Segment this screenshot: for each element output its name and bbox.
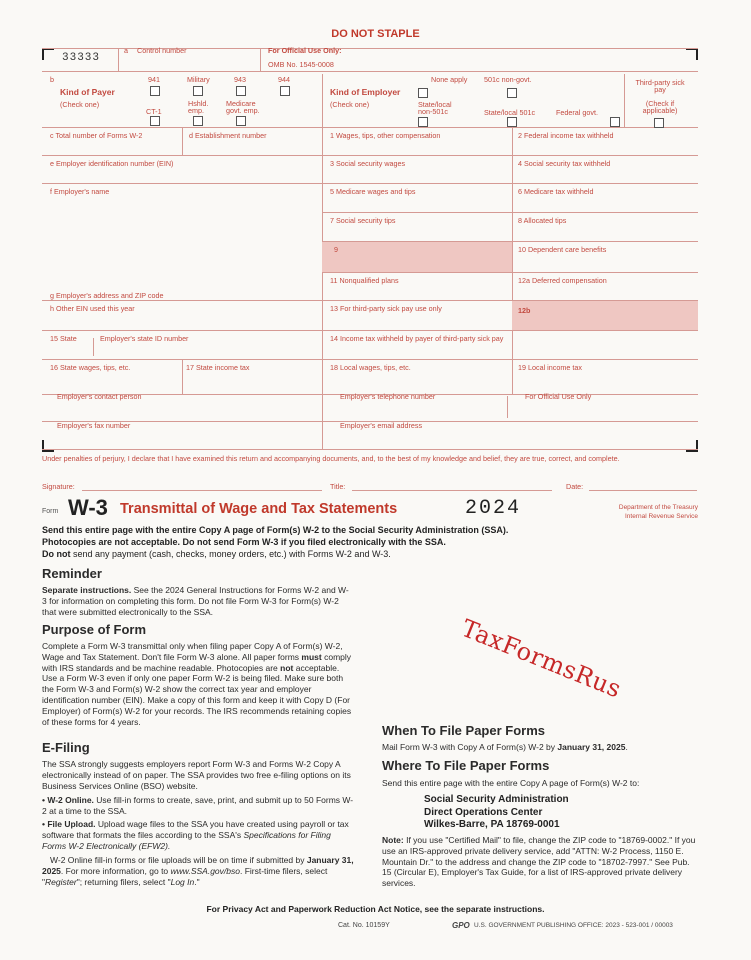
box-12a-label: 12a Deferred compensation: [518, 276, 607, 285]
title-label: Title:: [330, 482, 346, 491]
payer-943-label: 943: [234, 75, 246, 84]
box-12b-label: 12b: [518, 306, 531, 315]
send-line-3: Do not send any payment (cash, checks, money orders, etc.) with Forms W-2 and W-3.: [42, 549, 391, 559]
ssa-address-line-2: Direct Operations Center: [424, 806, 543, 818]
send-line-2: Photocopies are not acceptable. Do not send Form W-3 if you filed electronically with the SSA.: [42, 537, 446, 547]
box-3-label: 3 Social security wages: [330, 159, 406, 168]
box-f-label: f Employer's name: [50, 187, 110, 196]
payer-ct1-checkbox[interactable]: [150, 116, 160, 126]
payer-hshld-checkbox[interactable]: [193, 116, 203, 126]
when-text: Mail Form W-3 with Copy A of Form(s) W-2 by January 31, 2025.: [382, 742, 628, 752]
emp-state-501c-label: State/local 501c: [484, 108, 536, 117]
form-word: Form: [42, 508, 59, 515]
emp-none-checkbox[interactable]: [418, 88, 428, 98]
efiling-file-upload: • File Upload. Upload wage files to the SSA you have created using payroll or tax software that formats the files according to the SSA's Specifications for Filing Forms W-2 Electronically (EFW2).: [42, 819, 349, 851]
perjury-statement: Under penalties of perjury, I declare that I have examined this return and accompanying documents, and, to the best of my knowledge and belief, they are true, correct, and complete.: [42, 454, 620, 463]
dept-treasury: Department of the Treasury: [618, 504, 698, 511]
corner-mark: [42, 440, 54, 452]
box-19-label: 19 Local income tax: [518, 363, 582, 372]
emp-501c-nongovt-checkbox[interactable]: [507, 88, 517, 98]
payer-943-checkbox[interactable]: [236, 86, 246, 96]
corner-mark: [686, 48, 698, 60]
control-number-label: Control number: [137, 46, 187, 55]
email-label: Employer's email address: [340, 421, 423, 430]
box-g-label: g Employer's address and ZIP code: [50, 291, 164, 300]
reminder-heading: Reminder: [42, 566, 102, 581]
purpose-text: Complete a Form W-3 transmittal only when filing paper Copy A of Form(s) W-2, Wage and Tax Statement. Don't file Form W-3 alone. All paper forms must comply with IRS standards and be machine readable. Photocopies are not acceptable. Use a Form W-3 even if only one paper Form W-2 is being filed. Make sure both the Form W-3 and Form(s) W-2 show the correct tax year and employer identification number (EIN). Make a copy of this form and keep it with Copy D (For Employer) of Form(s) W-2 for your records. The IRS recommends retaining copies of these forms for 4 years.: [42, 641, 352, 727]
box-4-label: 4 Social security tax withheld: [518, 159, 611, 168]
kind-of-employer-sub: (Check one): [330, 100, 370, 109]
box-c-label: c Total number of Forms W-2: [50, 131, 143, 140]
payer-military-label: Military: [187, 75, 210, 84]
box-9-label: 9: [334, 245, 338, 254]
official-use-label: For Official Use Only:: [268, 46, 342, 55]
box-10-label: 10 Dependent care benefits: [518, 245, 607, 254]
control-number-value: 33333: [62, 52, 101, 64]
third-party-sick-sub: (Check if applicable): [642, 99, 678, 115]
corner-mark: [686, 440, 698, 452]
emp-state-non501c-label: State/local non-501c: [418, 100, 452, 116]
emp-none-label: None apply: [431, 75, 468, 84]
emp-federal-checkbox[interactable]: [610, 117, 620, 127]
emp-state-non501c-checkbox[interactable]: [418, 117, 428, 127]
gpo-text: U.S. GOVERNMENT PUBLISHING OFFICE: 2023 - 523-001 / 00003: [474, 922, 673, 929]
box-h-label: h Other EIN used this year: [50, 304, 135, 313]
efiling-w2-online: • W-2 Online. Use fill-in forms to create, save, print, and submit up to 50 Forms W-2 at a time to the SSA.: [42, 795, 354, 816]
when-heading: When To File Paper Forms: [382, 723, 546, 738]
box-11-label: 11 Nonqualified plans: [330, 276, 399, 285]
third-party-sick-label: Third-party sick pay: [635, 78, 685, 94]
dept-irs: Internal Revenue Service: [625, 513, 698, 520]
ssa-address-line-3: Wilkes-Barre, PA 18769-0001: [424, 819, 560, 830]
efiling-intro: The SSA strongly suggests employers report Form W-3 and Forms W-2 Copy A electronically instead of on paper. The SSA provides two free e-filing options on its Business Services Online (BSO) website.: [42, 759, 351, 791]
kind-of-employer-title: Kind of Employer: [330, 87, 401, 97]
contact-person-label: Employer's contact person: [57, 392, 142, 401]
control-a-letter: a: [124, 46, 128, 55]
send-line-1: Send this entire page with the entire Copy A page of Form(s) W-2 to the Social Security Administration (SSA).: [42, 525, 509, 535]
ssa-address: [424, 794, 569, 832]
taxformsrus-watermark: TaxFormsRus: [457, 614, 626, 704]
omb-number: OMB No. 1545-0008: [268, 60, 334, 69]
payer-medicare-label: Medicare govt. emp.: [226, 99, 260, 115]
privacy-notice: For Privacy Act and Paperwork Reduction Act Notice, see the separate instructions.: [206, 904, 545, 914]
gpo-logo: GPO: [452, 921, 470, 930]
payer-944-label: 944: [278, 75, 290, 84]
corner-mark: [42, 48, 54, 60]
box-15-state-id-label: Employer's state ID number: [100, 334, 189, 343]
box-8-label: 8 Allocated tips: [518, 216, 567, 225]
form-title: Transmittal of Wage and Tax Statements: [120, 501, 398, 517]
official-use-box-label: For Official Use Only: [525, 392, 592, 401]
third-party-sick-checkbox[interactable]: [654, 118, 664, 128]
payer-military-checkbox[interactable]: [193, 86, 203, 96]
kind-of-payer-title: Kind of Payer: [60, 87, 115, 97]
payer-hshld-label: Hshld. emp.: [188, 99, 209, 115]
box-18-label: 18 Local wages, tips, etc.: [330, 363, 411, 372]
where-heading: Where To File Paper Forms: [382, 758, 550, 773]
form-year: 2024: [465, 497, 522, 520]
shaded-box-9: [322, 242, 512, 272]
do-not-staple: DO NOT STAPLE: [331, 28, 420, 40]
box-16-label: 16 State wages, tips, etc.: [50, 363, 131, 372]
efiling-deadline: W-2 Online fill-in forms or file uploads will be on time if submitted by January 31, 2025. For more information, go to www.SSA.gov/bso. First-time filers, select "Register"; returning filers, select "Log In.": [42, 855, 354, 887]
payer-letter: b: [50, 75, 54, 84]
box-7-label: 7 Social security tips: [330, 216, 396, 225]
signature-label: Signature:: [42, 482, 75, 491]
form-code: W-3: [68, 495, 108, 520]
box-13-label: 13 For third-party sick pay use only: [330, 304, 442, 313]
where-note: Note: If you use "Certified Mail" to file, change the ZIP code to "18769-0002." If you use an IRS-approved private delivery service, add "ATTN: W-2 Process, 1150 E. Mountain Dr." to the address and change the ZIP code to "18702-7997." See Pub. 15 (Circular E), Employer's Tax Guide, for a list of IRS-approved private delivery services.: [382, 835, 696, 889]
shaded-box-12b: [512, 301, 698, 330]
payer-944-checkbox[interactable]: [280, 86, 290, 96]
payer-941-checkbox[interactable]: [150, 86, 160, 96]
date-label: Date:: [566, 482, 584, 491]
reminder-text: Separate instructions. See the 2024 General Instructions for Forms W-2 and W-3 for information on completing this form. Do not file Form W-3 for Form(s) W-2 that were submitted electronically to the SSA.: [42, 585, 349, 617]
emp-501c-nongovt-label: 501c non-govt.: [484, 75, 532, 84]
emp-state-501c-checkbox[interactable]: [507, 117, 517, 127]
box-1-label: 1 Wages, tips, other compensation: [330, 131, 441, 140]
box-5-label: 5 Medicare wages and tips: [330, 187, 416, 196]
box-d-label: d Establishment number: [189, 131, 267, 140]
purpose-heading: Purpose of Form: [42, 622, 147, 637]
telephone-label: Employer's telephone number: [340, 392, 436, 401]
box-14-label: 14 Income tax withheld by payer of third-party sick pay: [330, 334, 504, 343]
box-17-label: 17 State income tax: [186, 363, 250, 372]
box-e-label: e Employer identification number (EIN): [50, 159, 174, 168]
ssa-address-line-1: Social Security Administration: [424, 794, 569, 805]
where-text: Send this entire page with the entire Copy A page of Form(s) W-2 to:: [382, 778, 640, 788]
box-2-label: 2 Federal income tax withheld: [518, 131, 614, 140]
catalog-number: Cat. No. 10159Y: [338, 922, 390, 929]
kind-of-payer-sub: (Check one): [60, 100, 100, 109]
fax-label: Employer's fax number: [57, 421, 131, 430]
efiling-heading: E-Filing: [42, 740, 90, 755]
payer-941-label: 941: [148, 75, 160, 84]
payer-medicare-checkbox[interactable]: [236, 116, 246, 126]
payer-ct1-label: CT-1: [146, 107, 162, 116]
emp-federal-label: Federal govt.: [556, 108, 598, 117]
box-15-label: 15 State: [50, 334, 77, 343]
box-6-label: 6 Medicare tax withheld: [518, 187, 594, 196]
